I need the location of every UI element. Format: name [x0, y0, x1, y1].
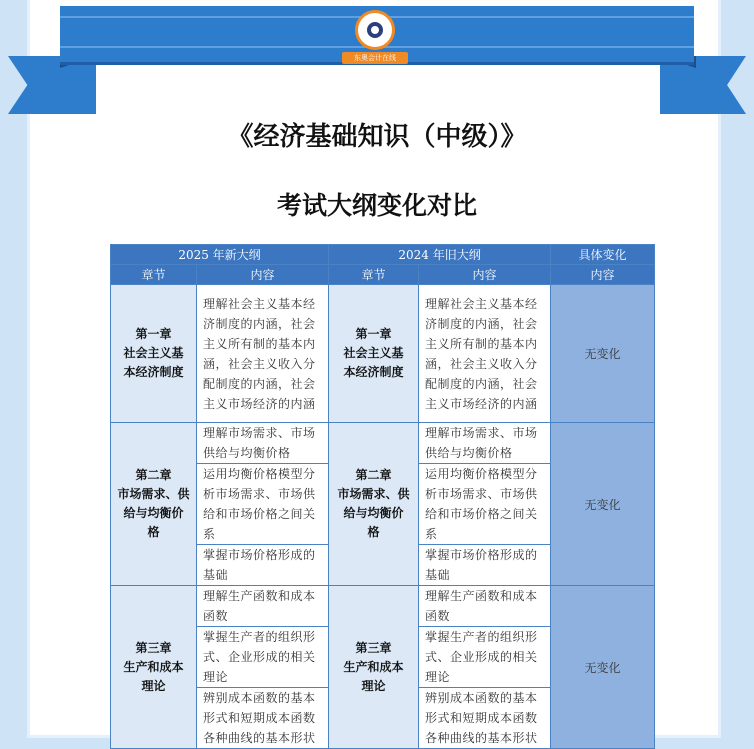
- subheader-chapter: 章节: [329, 265, 419, 285]
- brand-logo: [340, 10, 410, 68]
- header-new-outline: 2025 年新大纲: [111, 245, 329, 265]
- content-cell-old: 理解生产函数和成本函数: [419, 586, 551, 627]
- table-row: [111, 586, 655, 627]
- change-cell: 无变化: [551, 423, 655, 586]
- content-cell-new: 理解市场需求、市场供给与均衡价格: [197, 423, 329, 464]
- subheader-content: 内容: [551, 265, 655, 285]
- document-subtitle: 考试大纲变化对比: [276, 191, 477, 220]
- content-cell-new: 掌握市场价格形成的基础: [197, 545, 329, 586]
- content-cell-old: 掌握市场价格形成的基础: [419, 545, 551, 586]
- content-cell-new: 掌握生产者的组织形式、企业形成的相关理论: [197, 627, 329, 688]
- content-cell-old: 理解社会主义基本经济制度的内涵，社会主义所有制的基本内涵，社会主义收入分配制度的内涵，社会主义市场经济的内涵: [419, 285, 551, 423]
- content-cell-old: 辨别成本函数的基本形式和短期成本函数各种曲线的基本形状: [419, 688, 551, 749]
- change-cell: 无变化: [551, 285, 655, 423]
- chapter-cell-old: 第三章 生产和成本 理论: [329, 586, 419, 749]
- content-cell-new: 运用均衡价格模型分析市场需求、市场供给和市场价格之间关系: [197, 464, 329, 545]
- content-cell-new: 辨别成本函数的基本形式和短期成本函数各种曲线的基本形状: [197, 688, 329, 749]
- header-changes: 具体变化: [551, 245, 655, 265]
- change-cell: 无变化: [551, 586, 655, 749]
- syllabus-comparison-table: [110, 244, 655, 749]
- table-row: [111, 285, 655, 423]
- subheader-content: 内容: [419, 265, 551, 285]
- table-row: [111, 423, 655, 464]
- content-cell-old: 掌握生产者的组织形式、企业形成的相关理论: [419, 627, 551, 688]
- header-old-outline: 2024 年旧大纲: [329, 245, 551, 265]
- content-cell-old: 理解市场需求、市场供给与均衡价格: [419, 423, 551, 464]
- logo-icon: [355, 10, 395, 50]
- document-title: 《经济基础知识（中级）》: [227, 122, 527, 152]
- logo-text: 东奥会计在线: [342, 52, 408, 64]
- subheader-content: 内容: [197, 265, 329, 285]
- content-cell-old: 运用均衡价格模型分析市场需求、市场供给和市场价格之间关系: [419, 464, 551, 545]
- chapter-cell-old: 第一章 社会主义基 本经济制度: [329, 285, 419, 423]
- content-cell-new: 理解生产函数和成本函数: [197, 586, 329, 627]
- chapter-cell-new: 第三章 生产和成本 理论: [111, 586, 197, 749]
- content-cell-new: 理解社会主义基本经济制度的内涵，社会主义所有制的基本内涵，社会主义收入分配制度的内涵，社会主义市场经济的内涵: [197, 285, 329, 423]
- chapter-cell-old: 第二章 市场需求、供 给与均衡价 格: [329, 423, 419, 586]
- chapter-cell-new: 第一章 社会主义基 本经济制度: [111, 285, 197, 423]
- subheader-chapter: 章节: [111, 265, 197, 285]
- chapter-cell-new: 第二章 市场需求、供 给与均衡价 格: [111, 423, 197, 586]
